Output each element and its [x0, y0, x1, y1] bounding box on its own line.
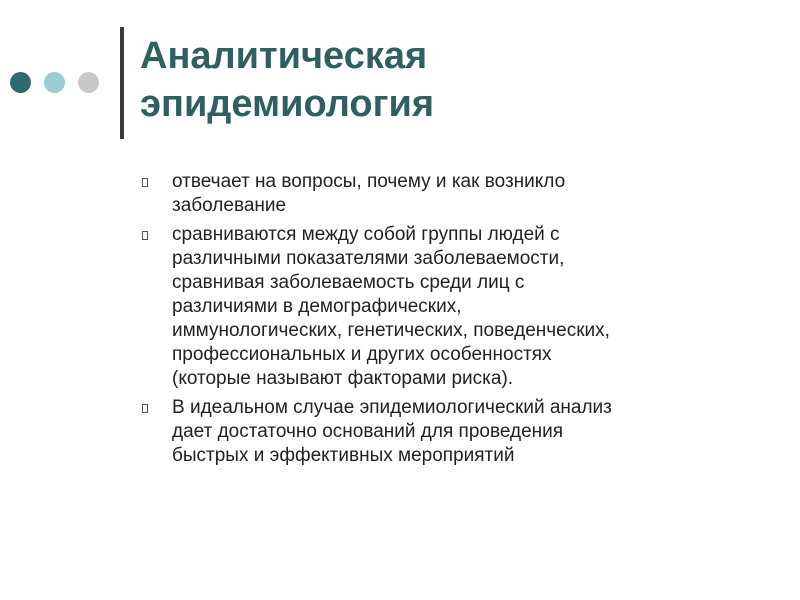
bullet-list — [140, 170, 780, 473]
list-item — [140, 170, 780, 218]
list-item-text-line: отвечает на вопросы, почему и как возникло — [172, 171, 566, 192]
slide-title-line-1: Аналитическая — [140, 35, 428, 77]
list-item-text-line: сравниваются между собой группы людей с — [172, 224, 560, 245]
list-item-text-line: различиями в демографических, — [172, 296, 462, 317]
square-bullet-icon — [142, 178, 148, 187]
list-item-text-line: быстрых и эффективных мероприятий — [172, 445, 515, 466]
list-item-text-line: профессиональных и других особенностях — [172, 344, 552, 365]
slide-title-line-2: эпидемиология — [140, 83, 434, 125]
title-divider-bar — [120, 27, 124, 139]
list-item-text-line: иммунологических, генетических, поведенческих, — [172, 320, 610, 341]
list-item — [140, 223, 780, 391]
list-item — [140, 396, 780, 468]
list-item-text-line: В идеальном случае эпидемиологический анализ — [172, 397, 612, 418]
slide-title — [140, 32, 780, 128]
list-item-text-line: дает достаточно оснований для проведения — [172, 421, 564, 442]
list-item-text-line: различными показателями заболеваемости, — [172, 248, 565, 269]
square-bullet-icon — [142, 231, 148, 240]
list-item-text-line: заболевание — [172, 195, 287, 216]
list-item-text-line: сравнивая заболеваемость среди лиц с — [172, 272, 525, 293]
light-teal-dot-icon — [44, 72, 65, 93]
list-item-text-line: (которые называют факторами риска). — [172, 368, 514, 389]
dark-teal-dot-icon — [10, 72, 31, 93]
decorative-dots — [10, 71, 112, 93]
square-bullet-icon — [142, 404, 148, 413]
gray-dot-icon — [78, 72, 99, 93]
